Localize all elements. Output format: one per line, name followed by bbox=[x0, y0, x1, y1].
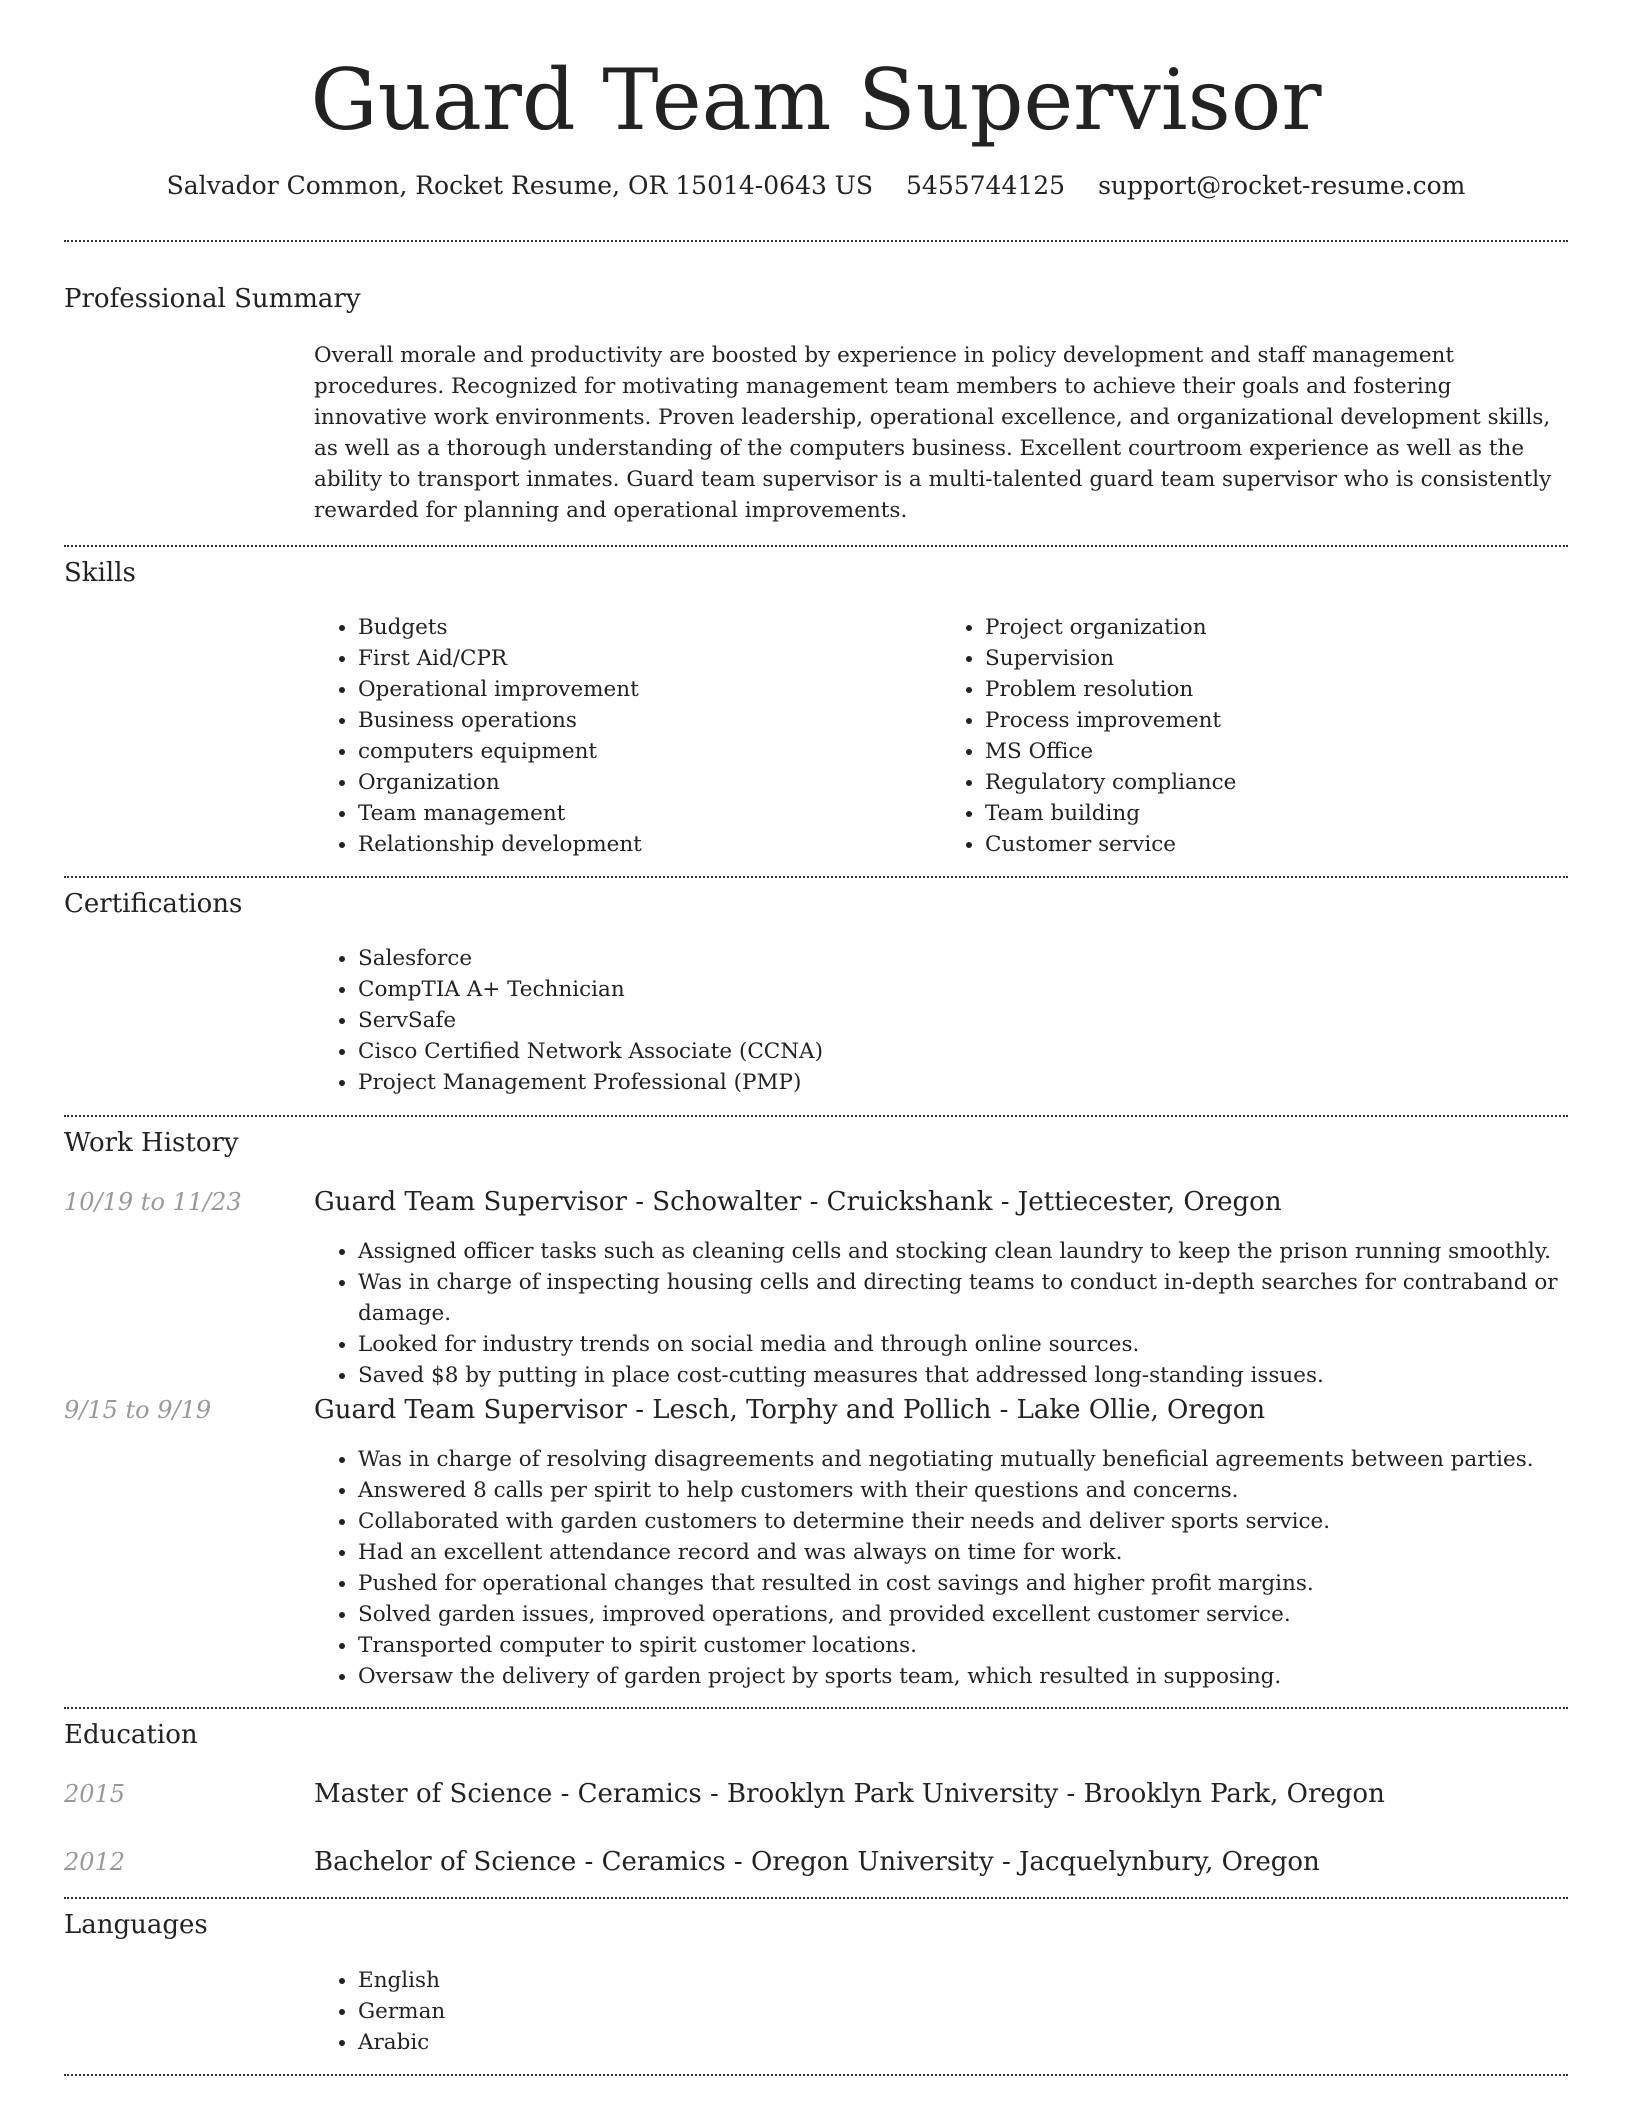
skill-item: • Relationship development bbox=[358, 829, 941, 860]
languages-title: Languages bbox=[64, 1910, 208, 1940]
job-bullet: • Had an excellent attendance record and was always on time for work. bbox=[358, 1537, 1568, 1568]
skill-item: • Operational improvement bbox=[358, 674, 941, 705]
job-bullet: • Collaborated with garden customers to determine their needs and deliver sports service. bbox=[358, 1506, 1568, 1537]
skill-item: • Budgets bbox=[358, 612, 941, 643]
education-year: 2015 bbox=[64, 1780, 126, 1808]
divider bbox=[64, 545, 1568, 547]
education-school: - Oregon University - Jacquelynbury, Oregon bbox=[725, 1847, 1320, 1877]
skill-item: • Project organization bbox=[985, 612, 1568, 643]
divider bbox=[64, 876, 1568, 878]
divider bbox=[64, 2074, 1568, 2076]
job-dates: 10/19 to 11/23 bbox=[64, 1188, 242, 1216]
job-title: Guard Team Supervisor bbox=[314, 1187, 627, 1217]
skill-item: • Regulatory compliance bbox=[985, 767, 1568, 798]
contact-line bbox=[0, 170, 1632, 202]
job-bullet: • Assigned officer tasks such as cleaning cells and stocking clean laundry to keep the prison running smoothly. bbox=[358, 1236, 1568, 1267]
skills-column-left bbox=[314, 612, 941, 860]
certification-item: • Salesforce bbox=[358, 943, 1568, 974]
skill-item: • Supervision bbox=[985, 643, 1568, 674]
job-dates: 9/15 to 9/19 bbox=[64, 1396, 212, 1424]
job-bullet: • Was in charge of inspecting housing cells and directing teams to conduct in-depth searches for contraband or damage. bbox=[358, 1267, 1568, 1329]
education-degree: Bachelor of Science - Ceramics bbox=[314, 1847, 726, 1877]
contact-address: Salvador Common, Rocket Resume, OR 15014-0643 US bbox=[166, 171, 874, 200]
resume-header bbox=[0, 0, 1632, 150]
certification-item: • CompTIA A+ Technician bbox=[358, 974, 1568, 1005]
skill-item: • Organization bbox=[358, 767, 941, 798]
certification-item: • Cisco Certified Network Associate (CCNA) bbox=[358, 1036, 1568, 1067]
job-bullets bbox=[314, 1236, 1568, 1391]
resume-name: Guard Team Supervisor bbox=[310, 51, 1322, 149]
education-entry bbox=[314, 1777, 1385, 1811]
languages-list bbox=[314, 1965, 1568, 2058]
skill-item: • Team building bbox=[985, 798, 1568, 829]
job-bullet: • Transported computer to spirit customer locations. bbox=[358, 1630, 1568, 1661]
job-title: Guard Team Supervisor bbox=[314, 1395, 627, 1425]
language-item: • German bbox=[358, 1996, 1568, 2027]
skill-item: • Business operations bbox=[358, 705, 941, 736]
skill-item: • MS Office bbox=[985, 736, 1568, 767]
contact-phone: 5455744125 bbox=[906, 171, 1066, 200]
language-item: • English bbox=[358, 1965, 1568, 1996]
divider bbox=[64, 1115, 1568, 1117]
job-company: - Lesch, Torphy and Pollich - Lake Ollie, Oregon bbox=[626, 1395, 1266, 1425]
certification-item: • ServSafe bbox=[358, 1005, 1568, 1036]
job-bullet: • Answered 8 calls per spirit to help customers with their questions and concerns. bbox=[358, 1475, 1568, 1506]
skills-title: Skills bbox=[64, 558, 136, 588]
job-bullet: • Looked for industry trends on social media and through online sources. bbox=[358, 1329, 1568, 1360]
skills-column-right bbox=[941, 612, 1568, 860]
skill-item: • First Aid/CPR bbox=[358, 643, 941, 674]
job-bullet: • Was in charge of resolving disagreements and negotiating mutually beneficial agreements between parties. bbox=[358, 1444, 1568, 1475]
job-bullets bbox=[314, 1444, 1568, 1692]
education-year: 2012 bbox=[64, 1848, 126, 1876]
skill-item: • Process improvement bbox=[985, 705, 1568, 736]
skill-item: • Problem resolution bbox=[985, 674, 1568, 705]
skill-item: • Team management bbox=[358, 798, 941, 829]
job-heading bbox=[314, 1393, 1265, 1427]
certification-item: • Project Management Professional (PMP) bbox=[358, 1067, 1568, 1098]
job-heading bbox=[314, 1185, 1282, 1219]
skills-list bbox=[314, 612, 1568, 860]
education-entry bbox=[314, 1845, 1320, 1879]
contact-email[interactable]: support@rocket-resume.com bbox=[1098, 171, 1466, 200]
education-degree: Master of Science - Ceramics bbox=[314, 1779, 702, 1809]
divider bbox=[64, 1707, 1568, 1709]
skill-item: • computers equipment bbox=[358, 736, 941, 767]
work-history-title: Work History bbox=[64, 1128, 239, 1158]
job-company: - Schowalter - Cruickshank - Jettiecester, Oregon bbox=[626, 1187, 1282, 1217]
job-bullet: • Saved $8 by putting in place cost-cutting measures that addressed long-standing issues. bbox=[358, 1360, 1568, 1391]
skill-item: • Customer service bbox=[985, 829, 1568, 860]
certifications-list bbox=[314, 943, 1568, 1098]
education-title: Education bbox=[64, 1720, 198, 1750]
divider bbox=[64, 1897, 1568, 1899]
summary-title: Professional Summary bbox=[64, 284, 361, 314]
language-item: • Arabic bbox=[358, 2027, 1568, 2058]
education-school: - Brooklyn Park University - Brooklyn Park, Oregon bbox=[701, 1779, 1385, 1809]
divider bbox=[64, 240, 1568, 242]
job-bullet: • Oversaw the delivery of garden project by sports team, which resulted in supposing. bbox=[358, 1661, 1568, 1692]
job-bullet: • Pushed for operational changes that resulted in cost savings and higher profit margins. bbox=[358, 1568, 1568, 1599]
certifications-title: Certifications bbox=[64, 889, 243, 919]
job-bullet: • Solved garden issues, improved operations, and provided excellent customer service. bbox=[358, 1599, 1568, 1630]
summary-text: Overall morale and productivity are boosted by experience in policy development and staff management procedures. Recognized for motivating management team members to achieve their goals and fostering innovative work environments. Proven leadership, operational excellence, and organizational development skills, as well as a thorough understanding of the computers business. Excellent courtroom experience as well as the ability to transport inmates. Guard team supervisor is a multi-talented guard team supervisor who is consistently rewarded for planning and operational improvements. bbox=[314, 343, 1552, 523]
